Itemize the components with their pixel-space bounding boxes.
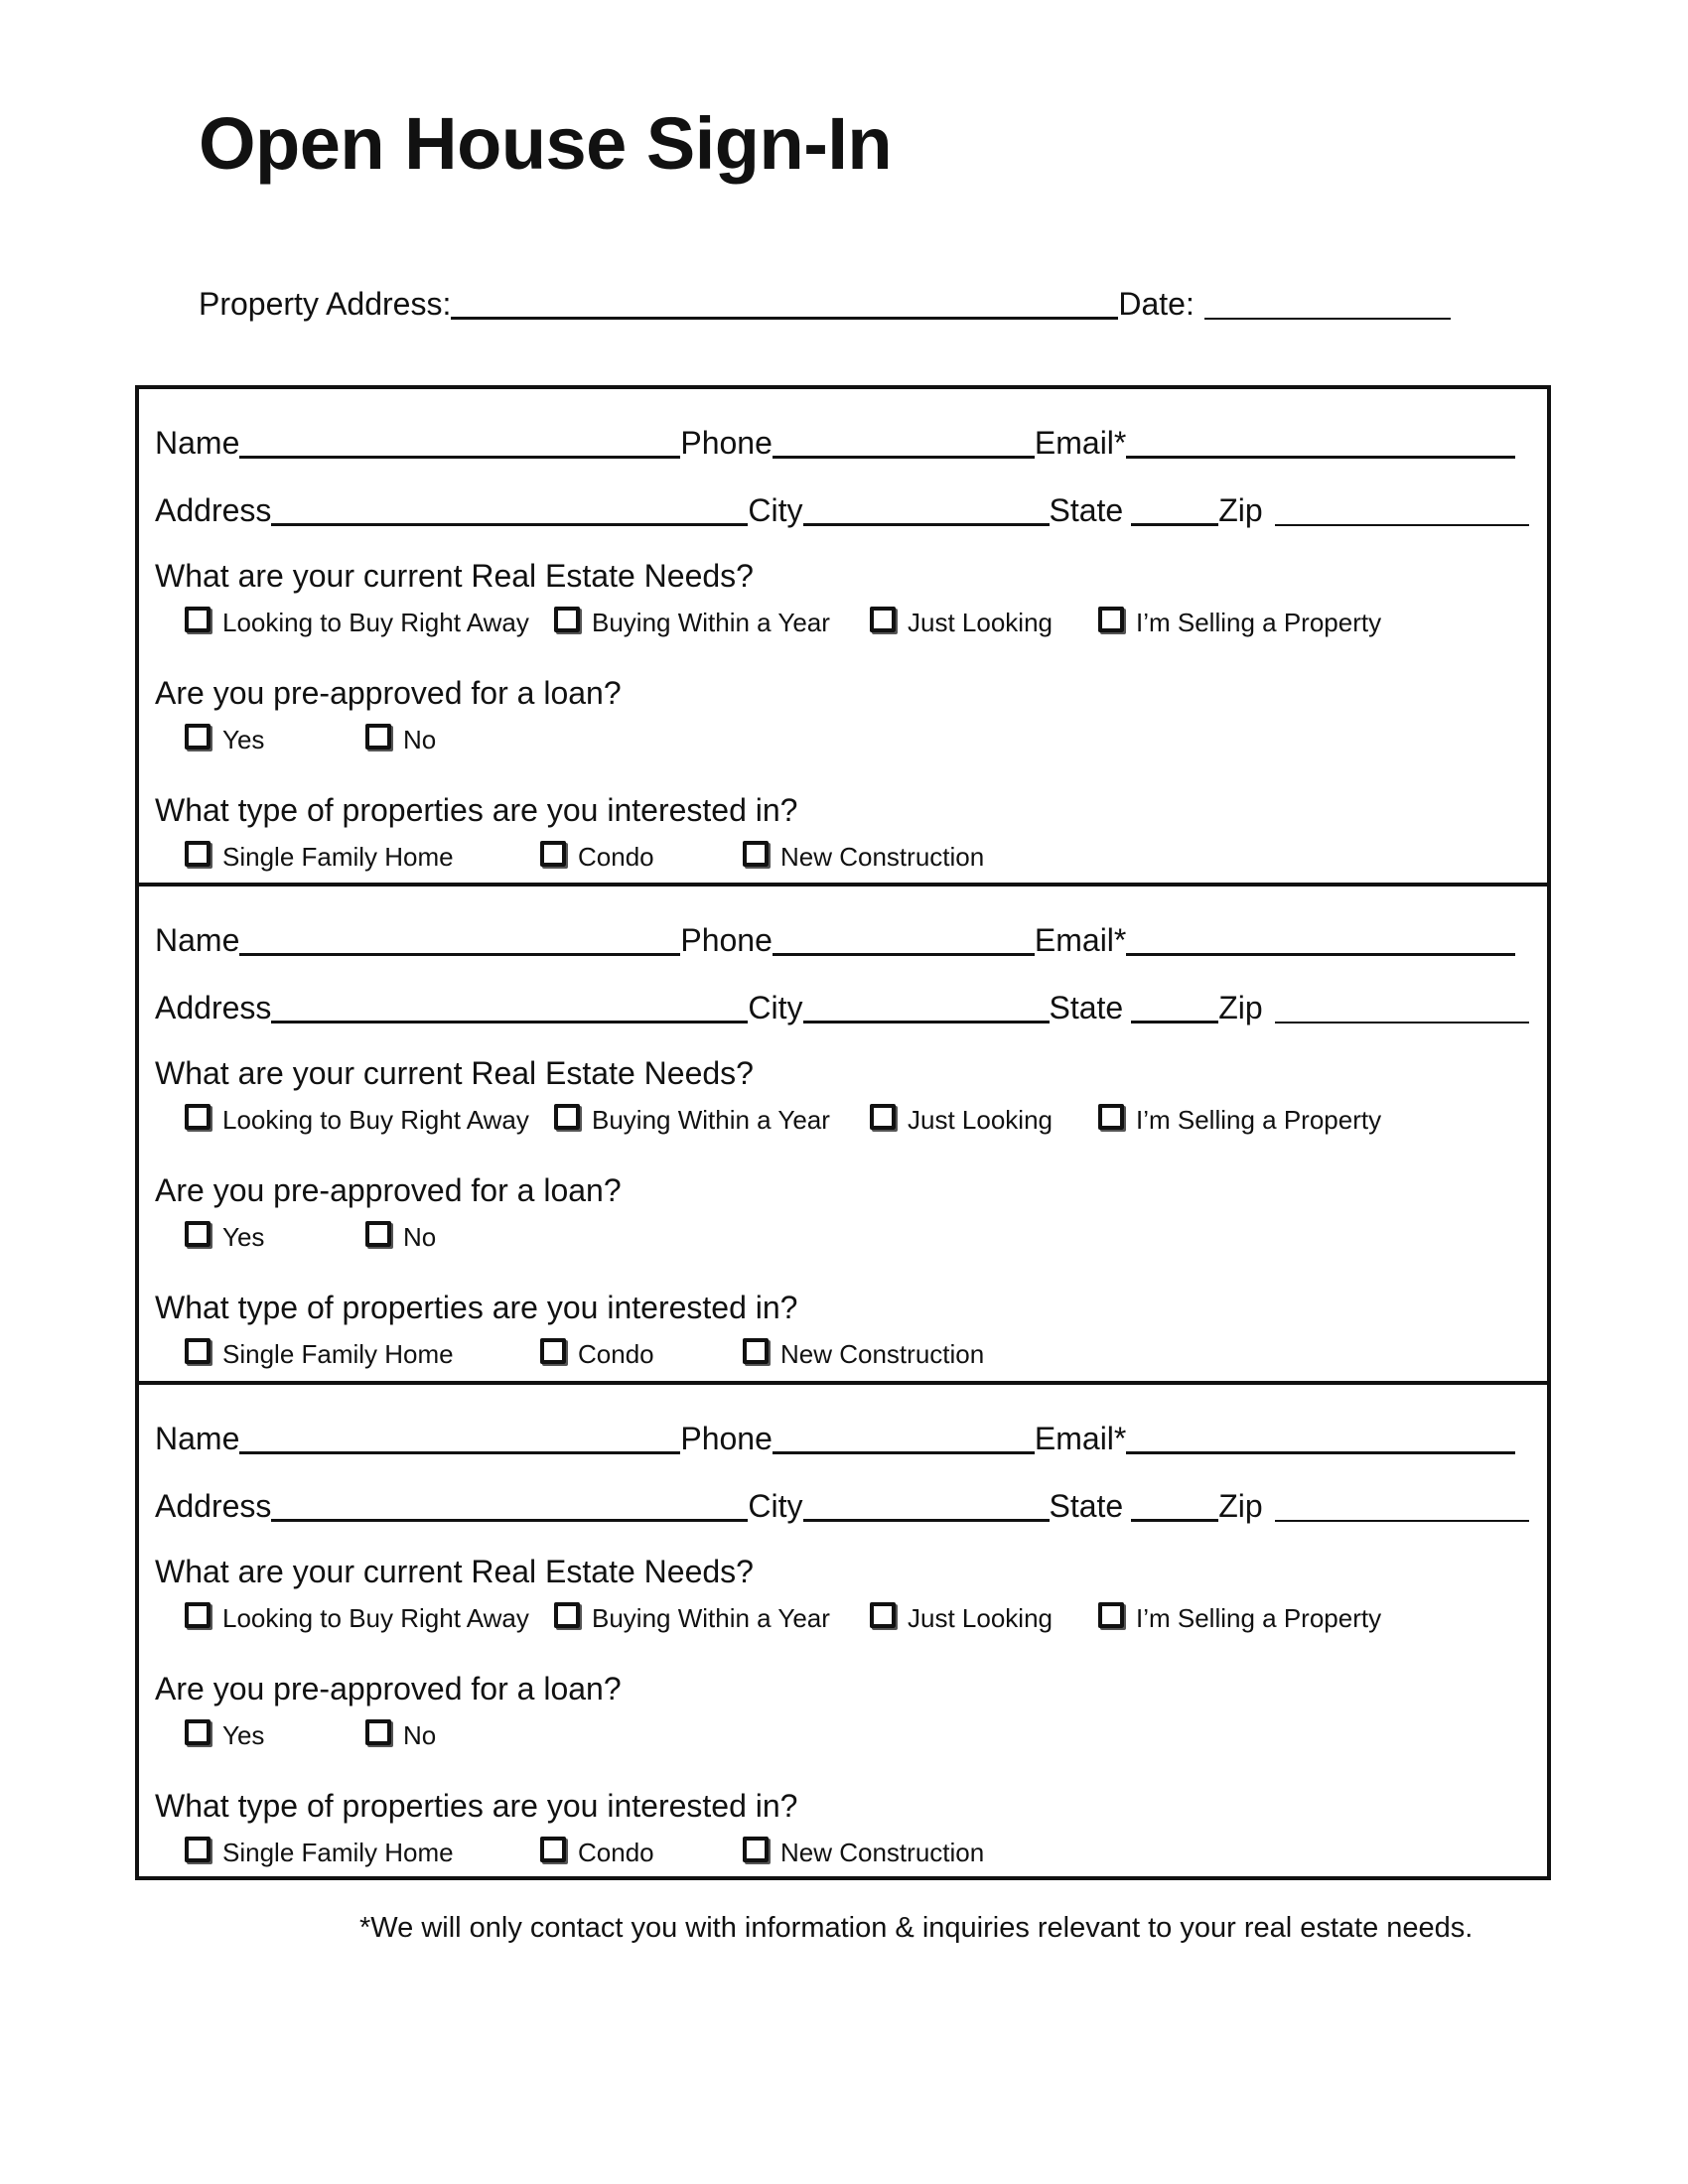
needs-option-selling[interactable]: I’m Selling a Property xyxy=(1098,610,1381,635)
checkbox-icon[interactable] xyxy=(185,1719,211,1745)
address-label: Address xyxy=(155,990,272,1025)
state-label: State xyxy=(1049,1488,1124,1524)
checkbox-icon[interactable] xyxy=(185,1104,211,1130)
phone-field[interactable] xyxy=(773,921,1035,956)
property-type-question: What type of properties are you interested in? xyxy=(155,1788,798,1824)
phone-label: Phone xyxy=(680,1421,773,1456)
address-field[interactable] xyxy=(271,989,748,1024)
city-field[interactable] xyxy=(803,989,1050,1024)
address-row xyxy=(155,984,1529,1024)
city-label: City xyxy=(748,1488,803,1524)
property-type-question: What type of properties are you interested in? xyxy=(155,1290,798,1325)
checkbox-icon[interactable] xyxy=(365,1719,391,1745)
checkbox-icon[interactable] xyxy=(870,1602,896,1628)
name-field[interactable] xyxy=(239,1420,680,1454)
email-field[interactable] xyxy=(1126,921,1515,956)
needs-option-just-looking[interactable]: Just Looking xyxy=(870,1107,1053,1133)
zip-field[interactable] xyxy=(1275,492,1529,526)
zip-label: Zip xyxy=(1218,492,1263,528)
state-label: State xyxy=(1049,492,1124,528)
needs-option-just-looking[interactable]: Just Looking xyxy=(870,1605,1053,1631)
checkbox-icon[interactable] xyxy=(1098,607,1124,632)
property-type-options xyxy=(185,1840,1476,1873)
zip-label: Zip xyxy=(1218,1488,1263,1524)
checkbox-icon[interactable] xyxy=(743,1837,769,1862)
phone-field[interactable] xyxy=(773,1420,1035,1454)
state-field[interactable] xyxy=(1131,491,1218,526)
email-label: Email* xyxy=(1034,425,1127,461)
checkbox-icon[interactable] xyxy=(743,841,769,867)
contact-row xyxy=(155,1415,1515,1454)
loan-option-no[interactable]: No xyxy=(365,1224,436,1250)
checkbox-icon[interactable] xyxy=(185,841,211,867)
needs-option-within-year[interactable]: Buying Within a Year xyxy=(554,1107,830,1133)
address-field[interactable] xyxy=(271,1487,748,1522)
checkbox-icon[interactable] xyxy=(185,1602,211,1628)
needs-options xyxy=(185,1107,1476,1141)
checkbox-icon[interactable] xyxy=(554,1104,580,1130)
name-label: Name xyxy=(155,1421,240,1456)
address-label: Address xyxy=(155,1488,272,1524)
date-label: Date: xyxy=(1118,286,1195,322)
contact-row xyxy=(155,419,1515,459)
loan-option-yes[interactable]: Yes xyxy=(185,1224,264,1250)
phone-field[interactable] xyxy=(773,424,1035,459)
checkbox-icon[interactable] xyxy=(1098,1602,1124,1628)
needs-question: What are your current Real Estate Needs? xyxy=(155,558,754,594)
visitor-entry xyxy=(139,1381,1547,1877)
zip-field[interactable] xyxy=(1275,990,1529,1024)
needs-option-selling[interactable]: I’m Selling a Property xyxy=(1098,1107,1381,1133)
phone-label: Phone xyxy=(680,922,773,958)
email-label: Email* xyxy=(1034,922,1127,958)
zip-label: Zip xyxy=(1218,990,1263,1025)
property-option-condo[interactable]: Condo xyxy=(540,844,654,870)
property-type-options xyxy=(185,1341,1476,1375)
property-option-single-family[interactable]: Single Family Home xyxy=(185,844,454,870)
property-option-condo[interactable]: Condo xyxy=(540,1341,654,1367)
needs-option-within-year[interactable]: Buying Within a Year xyxy=(554,1605,830,1631)
checkbox-icon[interactable] xyxy=(185,1837,211,1862)
checkbox-icon[interactable] xyxy=(870,607,896,632)
loan-options xyxy=(185,1224,1476,1258)
property-option-new-construction[interactable]: New Construction xyxy=(743,844,984,870)
checkbox-icon[interactable] xyxy=(540,841,566,867)
checkbox-icon[interactable] xyxy=(1098,1104,1124,1130)
email-label: Email* xyxy=(1034,1421,1127,1456)
property-line xyxy=(199,272,1451,320)
property-type-options xyxy=(185,844,1476,878)
email-field[interactable] xyxy=(1126,424,1515,459)
property-option-condo[interactable]: Condo xyxy=(540,1840,654,1865)
property-type-question: What type of properties are you interested in? xyxy=(155,792,798,828)
city-field[interactable] xyxy=(803,491,1050,526)
needs-option-buy-now[interactable]: Looking to Buy Right Away xyxy=(185,1107,529,1133)
address-row xyxy=(155,1482,1529,1522)
checkbox-icon[interactable] xyxy=(185,724,211,750)
checkbox-icon[interactable] xyxy=(365,724,391,750)
page-title: Open House Sign-In xyxy=(199,102,893,185)
property-option-new-construction[interactable]: New Construction xyxy=(743,1840,984,1865)
checkbox-icon[interactable] xyxy=(185,1221,211,1247)
loan-option-no[interactable]: No xyxy=(365,1722,436,1748)
visitor-entry xyxy=(139,883,1547,1379)
checkbox-icon[interactable] xyxy=(540,1837,566,1862)
needs-option-buy-now[interactable]: Looking to Buy Right Away xyxy=(185,610,529,635)
checkbox-icon[interactable] xyxy=(554,1602,580,1628)
needs-option-just-looking[interactable]: Just Looking xyxy=(870,610,1053,635)
checkbox-icon[interactable] xyxy=(185,607,211,632)
email-field[interactable] xyxy=(1126,1420,1515,1454)
checkbox-icon[interactable] xyxy=(870,1104,896,1130)
name-label: Name xyxy=(155,922,240,958)
loan-option-no[interactable]: No xyxy=(365,727,436,752)
loan-question: Are you pre-approved for a loan? xyxy=(155,675,622,711)
name-field[interactable] xyxy=(239,921,680,956)
loan-question: Are you pre-approved for a loan? xyxy=(155,1671,622,1706)
needs-options xyxy=(185,610,1476,643)
property-option-single-family[interactable]: Single Family Home xyxy=(185,1341,454,1367)
sign-in-form xyxy=(135,385,1551,1880)
contact-row xyxy=(155,916,1515,956)
address-row xyxy=(155,486,1529,526)
needs-question: What are your current Real Estate Needs? xyxy=(155,1055,754,1091)
checkbox-icon[interactable] xyxy=(365,1221,391,1247)
privacy-footnote: *We will only contact you with information & inquiries relevant to your real estate needs. xyxy=(359,1912,1474,1944)
checkbox-icon[interactable] xyxy=(554,607,580,632)
state-label: State xyxy=(1049,990,1124,1025)
loan-option-yes[interactable]: Yes xyxy=(185,1722,264,1748)
phone-label: Phone xyxy=(680,425,773,461)
checkbox-icon[interactable] xyxy=(743,1338,769,1364)
address-field[interactable] xyxy=(271,491,748,526)
state-field[interactable] xyxy=(1131,1487,1218,1522)
loan-options xyxy=(185,727,1476,760)
needs-options xyxy=(185,1605,1476,1639)
city-field[interactable] xyxy=(803,1487,1050,1522)
property-address-field[interactable] xyxy=(451,285,1118,320)
needs-option-buy-now[interactable]: Looking to Buy Right Away xyxy=(185,1605,529,1631)
city-label: City xyxy=(748,492,803,528)
visitor-entry xyxy=(139,389,1547,886)
needs-option-selling[interactable]: I’m Selling a Property xyxy=(1098,1605,1381,1631)
needs-option-within-year[interactable]: Buying Within a Year xyxy=(554,610,830,635)
loan-question: Are you pre-approved for a loan? xyxy=(155,1172,622,1208)
date-field[interactable] xyxy=(1204,286,1451,320)
needs-question: What are your current Real Estate Needs? xyxy=(155,1554,754,1589)
name-label: Name xyxy=(155,425,240,461)
checkbox-icon[interactable] xyxy=(540,1338,566,1364)
address-label: Address xyxy=(155,492,272,528)
loan-options xyxy=(185,1722,1476,1756)
loan-option-yes[interactable]: Yes xyxy=(185,727,264,752)
state-field[interactable] xyxy=(1131,989,1218,1024)
checkbox-icon[interactable] xyxy=(185,1338,211,1364)
property-option-new-construction[interactable]: New Construction xyxy=(743,1341,984,1367)
property-option-single-family[interactable]: Single Family Home xyxy=(185,1840,454,1865)
city-label: City xyxy=(748,990,803,1025)
property-address-label: Property Address: xyxy=(199,286,452,322)
zip-field[interactable] xyxy=(1275,1488,1529,1522)
name-field[interactable] xyxy=(239,424,680,459)
